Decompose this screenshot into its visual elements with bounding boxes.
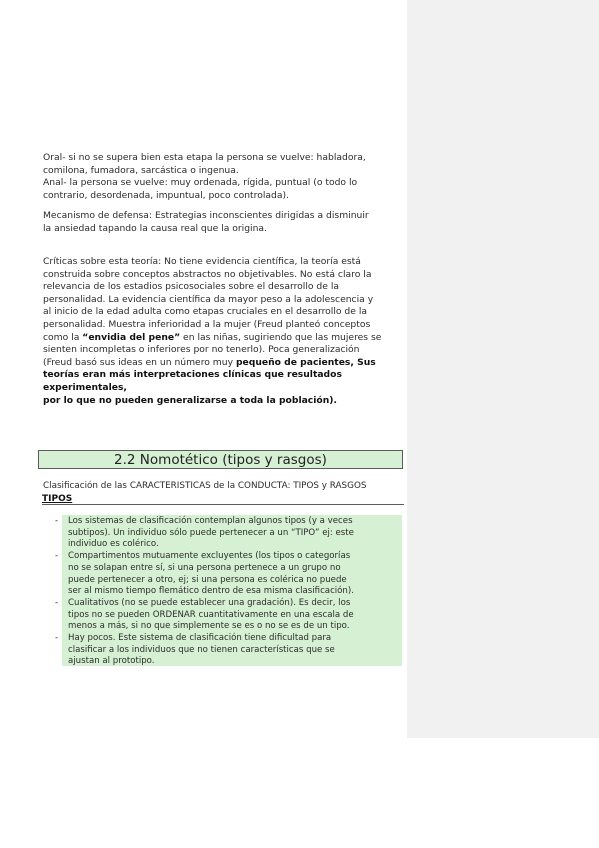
bullet-dash-icon: - (55, 516, 59, 526)
criticas-line-6: personalidad. Muestra inferioridad a la mujer (Freud planteó conceptos (43, 318, 371, 330)
mecanismo-paragraph (43, 210, 401, 235)
oral-line-2: comilona, fumadora, sarcástica o ingenua. (43, 164, 239, 176)
tipos-label: TIPOS (42, 493, 404, 505)
tipos-list-line: clasificar a los individuos que no tienen características que se (68, 644, 335, 655)
criticas-line-7-start: como la (43, 331, 83, 343)
criticas-line-9-start: (Freud basó sus ideas en un número muy (43, 356, 236, 368)
criticas-line-11-bold: por lo que no pueden generalizarse a toda la población). (43, 394, 337, 406)
criticas-line-3: relevancia de los estadios psicosociales sobre el desarrollo de la (43, 281, 340, 293)
bullet-dash-icon: - (55, 597, 59, 608)
criticas-paragraph (43, 256, 401, 407)
bullet-dash-icon: - (55, 551, 59, 562)
pequeno-pacientes-bold: pequeño de pacientes, Sus (235, 356, 376, 368)
criticas-line-2: construida sobre conceptos abstractos no objetivables. No está claro la (43, 268, 372, 280)
anal-line-1: Anal- la persona se vuelve: muy ordenada, rígida, puntual (o todo lo (43, 177, 358, 189)
criticas-line-8: sienten incompletas o inferiores por no tenerlo). Poca generalización (43, 344, 360, 356)
tipos-list-line: individuo es colérico. (68, 539, 159, 550)
tipos-list-line: Hay pocos. Este sistema de clasificación tiene dificultad para (68, 633, 332, 644)
envidia-del-pene-bold: “envidia del pene” (82, 331, 181, 343)
criticas-line-10 (43, 369, 401, 394)
tipos-list-item (55, 598, 400, 633)
comment-margin-pane (407, 0, 599, 738)
criticas-line-10-bold: teorías eran más interpretaciones clínicas que resultados experimentales, (43, 369, 342, 393)
tipos-list-line: ajustan al prototipo. (68, 656, 155, 667)
tipos-list-line: Los sistemas de clasificación contemplan algunos tipos (y a veces (68, 516, 353, 526)
section-heading-nomotetico: 2.2 Nomotético (tipos y rasgos) (38, 450, 403, 469)
tipos-list-line: puede pertenecer a otro, ej; si una persona es colérica no puede (68, 574, 347, 585)
mecanismo-line-2: la ansiedad tapando la causa real que la origina. (43, 222, 267, 234)
criticas-line-7-end: en las niñas, sugiriendo que las mujeres se (180, 331, 382, 343)
tipos-bullet-list (55, 516, 400, 668)
mecanismo-line-1: Mecanismo de defensa: Estrategias inconscientes dirigidas a disminuir (43, 210, 369, 221)
oral-line-1: Oral- si no se supera bien esta etapa la persona se vuelve: habladora, (43, 152, 366, 163)
tipos-list-line: Cualitativos (no se puede establecer una gradación). Es decir, los (68, 597, 351, 608)
tipos-list-item (55, 516, 400, 551)
tipos-list-line: ser al mismo tiempo flemático dentro de esa misma clasificación). (68, 586, 354, 597)
tipos-list-item (55, 551, 400, 598)
tipos-list-line: Compartimentos mutuamente excluyentes (los tipos o categorías (68, 551, 351, 562)
criticas-line-4: personalidad. La evidencia científica da mayor peso a la adolescencia y (43, 293, 374, 305)
bullet-dash-icon: - (55, 633, 59, 644)
tipos-list-line: menos a más, si no que simplemente se es o no se es de un tipo. (68, 621, 350, 632)
classification-subtitle: Clasificación de las CARACTERISTICAS de la CONDUCTA: TIPOS y RASGOS (43, 481, 367, 491)
tipos-list-line: tipos no se pueden ORDENAR cuantitativamente en una escala de (68, 609, 354, 620)
criticas-line-7 (43, 332, 401, 345)
tipos-list-line: no se solapan entre sí, si una persona pertenece a un grupo no (68, 562, 341, 573)
tipos-list-item (55, 633, 400, 668)
criticas-line-1: Críticas sobre esta teoría: No tiene evidencia científica, la teoría está (43, 256, 361, 267)
criticas-line-5: al inicio de la edad adulta como etapas cruciales en el desarrollo de la (43, 306, 368, 318)
criticas-line-9 (43, 357, 401, 370)
oral-anal-paragraph (43, 152, 401, 202)
anal-line-2: contrario, desordenada, impuntual, poco controlada). (43, 189, 289, 201)
tipos-list-line: subtipos). Un individuo sólo puede pertenecer a un “TIPO” ej: este (68, 527, 354, 538)
criticas-line-11 (43, 395, 401, 408)
